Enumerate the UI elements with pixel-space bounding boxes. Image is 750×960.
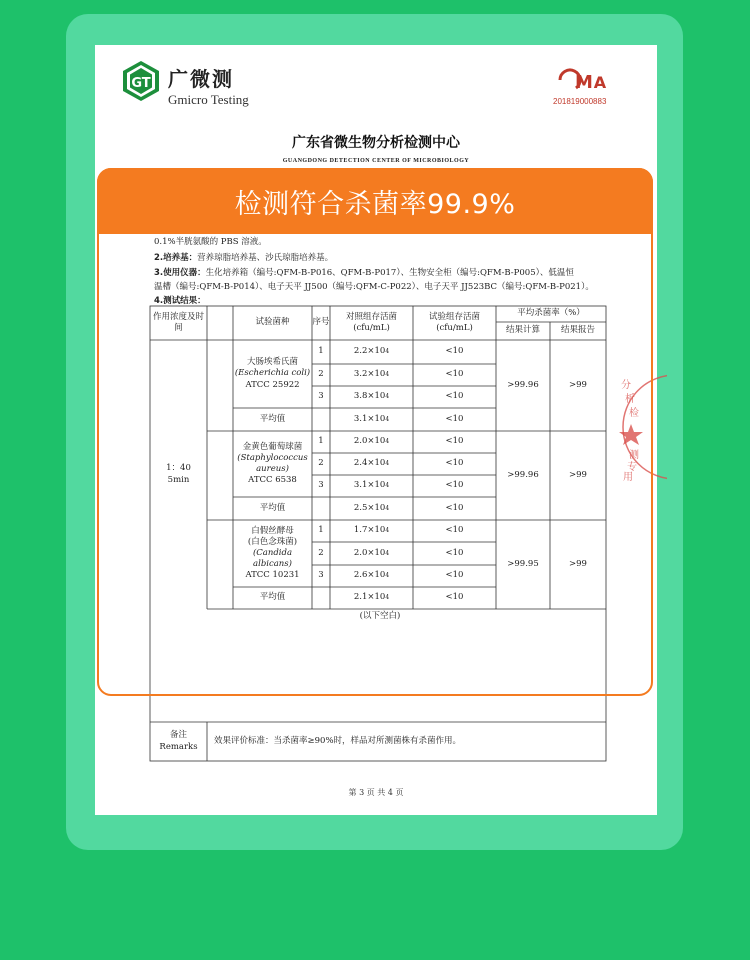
header-control: 对照组存活菌(cfu/mL): [345, 311, 397, 333]
svg-text:M: M: [575, 72, 593, 93]
promo-banner: [97, 168, 653, 234]
control-value: 2.4×10 4: [353, 458, 390, 469]
kill-rate-report: >99: [569, 469, 587, 480]
svg-text:GT: GT: [131, 76, 151, 91]
control-value: 3.8×10 4: [353, 391, 390, 402]
test-value: <10: [445, 458, 464, 469]
control-value: 2.0×10 4: [353, 436, 390, 447]
average-label: 平均值: [259, 502, 286, 513]
test-value: <10: [445, 525, 464, 536]
control-value: 3.2×10 4: [353, 369, 390, 380]
control-value: 1.7×10 4: [353, 525, 390, 536]
remarks-label: 备注 Remarks: [159, 730, 198, 752]
logo-chinese-name: 广微测: [168, 67, 234, 91]
logo-english-name: Gmicro Testing: [168, 92, 249, 107]
strain-candida: 白假丝酵母 (白色念珠菌) (Candida albicans) ATCC 10231: [245, 525, 300, 581]
kill-rate-calc: >99.96: [507, 379, 539, 390]
center-title-en: GUANGDONG DETECTION CENTER OF MICROBIOLOGY: [282, 158, 470, 164]
test-value: <10: [445, 391, 464, 402]
control-value: 3.1×10 4: [353, 480, 390, 491]
test-value: <10: [445, 436, 464, 447]
header-concentration: 作用浓度及时间: [152, 311, 204, 333]
test-value: <10: [445, 570, 464, 581]
kill-rate-report: >99: [569, 558, 587, 569]
row-index: 1: [318, 525, 324, 536]
control-average: 2.1×10 4: [353, 592, 390, 603]
text-line-medium: 2.培养基：营养琼脂培养基、沙氏琼脂培养基。: [154, 253, 334, 263]
test-average: <10: [445, 413, 464, 424]
center-title-cn: 广东省微生物分析检测中心: [292, 135, 460, 151]
blank-note: (以下空白): [359, 611, 401, 622]
remarks-text: 效果评价标准：当杀菌率≥90%时，样品对所测菌株有杀菌作用。: [214, 735, 462, 746]
strain-ecoli: 大肠埃希氏菌 (Escherichia coli) ATCC 25922: [234, 357, 311, 390]
kill-rate-calc: >99.95: [507, 558, 539, 569]
header-test: 试验组存活菌(cfu/mL): [428, 311, 480, 333]
test-value: <10: [445, 480, 464, 491]
header-index: 序号: [312, 317, 330, 328]
average-label: 平均值: [259, 413, 286, 424]
row-index: 2: [318, 458, 324, 469]
kill-rate-report: >99: [569, 379, 587, 390]
test-value: <10: [445, 547, 464, 558]
text-line-results-heading: 4.测试结果：: [154, 296, 206, 306]
control-value: 2.0×10 4: [353, 547, 390, 558]
row-index: 3: [318, 480, 324, 491]
highlight-box: [97, 168, 653, 696]
header-report: 结果报告: [560, 325, 595, 336]
header-calc: 结果计算: [505, 325, 540, 336]
row-index: 2: [318, 547, 324, 558]
header-strain: 试验菌种: [255, 317, 290, 328]
row-index: 2: [318, 369, 324, 380]
row-index: 1: [318, 346, 324, 357]
condition-cell: 1：40 5min: [166, 463, 191, 485]
cma-number: 201819000883: [553, 97, 607, 106]
test-average: <10: [445, 592, 464, 603]
control-average: 3.1×10 4: [353, 413, 390, 424]
strain-staph: 金黄色葡萄球菌 (Staphylococcus aureus) ATCC 6538: [237, 441, 308, 486]
test-value: <10: [445, 369, 464, 380]
svg-text:A: A: [593, 73, 606, 92]
row-index: 3: [318, 391, 324, 402]
row-index: 3: [318, 570, 324, 581]
svg-text:分析检 测专用: 分析检 测专用: [621, 380, 639, 482]
page-number: 第 3 页 共 4 页: [348, 788, 404, 797]
text-line-solution: 0.1%半胱氨酸的 PBS 溶液。: [154, 237, 267, 247]
control-value: 2.2×10 4: [353, 346, 390, 357]
kill-rate-calc: >99.96: [507, 469, 539, 480]
average-label: 平均值: [259, 592, 286, 603]
test-average: <10: [445, 502, 464, 513]
text-line-instruments: 3.使用仪器：生化培养箱（编号:QFM-B-P016、QFM-B-P017）、生物安全柜（编号:QFM-B-P005）、低温恒: [154, 268, 574, 278]
promo-banner-text: 检测符合杀菌率99.9%: [234, 188, 516, 220]
control-value: 2.6×10 4: [353, 570, 390, 581]
row-index: 1: [318, 436, 324, 447]
test-value: <10: [445, 346, 464, 357]
text-line-instruments-cont: 温槽（编号:QFM-B-P014）、电子天平 JJ500（编号:QFM-C-P022）、电子天平 JJ523BC（编号:QFM-B-P021）。: [154, 282, 594, 292]
header-kill-rate: 平均杀菌率（%）: [517, 308, 585, 319]
control-average: 2.5×10 4: [353, 502, 390, 513]
